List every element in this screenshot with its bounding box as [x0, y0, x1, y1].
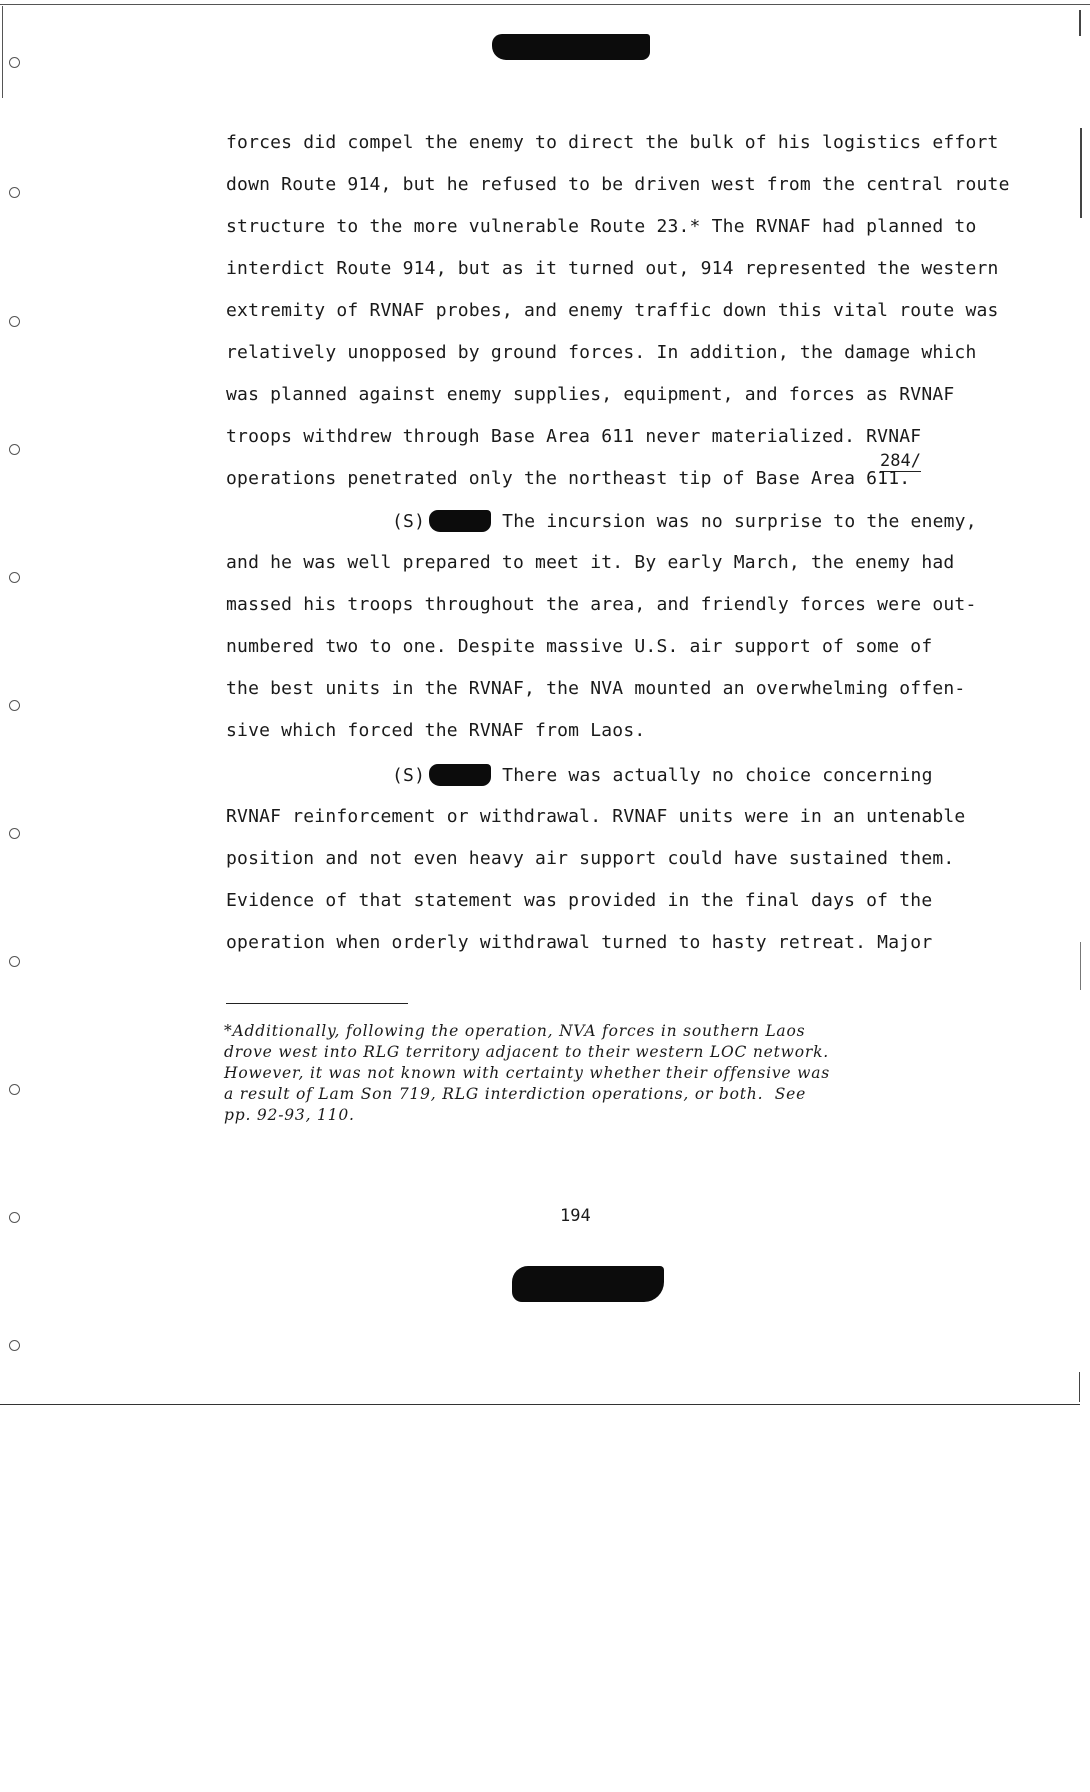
- punch-hole-icon: [9, 57, 20, 68]
- body-line: down Route 914, but he refused to be driven west from the central route: [226, 174, 1010, 195]
- footnote-line: drove west into RLG territory adjacent to their western LOC network.: [224, 1043, 829, 1061]
- margin-bar-lower: [1080, 942, 1081, 990]
- body-line: and he was well prepared to meet it. By early March, the enemy had: [226, 552, 955, 573]
- body-line: operation when orderly withdrawal turned to hasty retreat. Major: [226, 932, 933, 953]
- body-line: Evidence of that statement was provided in the final days of the: [226, 890, 933, 911]
- body-line: interdict Route 914, but as it turned out, 914 represented the western: [226, 258, 999, 279]
- body-line: position and not even heavy air support could have sustained them.: [226, 848, 955, 869]
- redaction-block: [429, 764, 491, 786]
- scan-border-top: [0, 4, 1090, 5]
- body-line: numbered two to one. Despite massive U.S. air support of some of: [226, 636, 933, 657]
- classification-mark: (S): [392, 765, 426, 786]
- punch-hole-icon: [9, 572, 20, 583]
- classification-marking-redaction-bottom: [512, 1266, 664, 1302]
- classification-mark: (S): [392, 511, 426, 532]
- punch-hole-icon: [9, 187, 20, 198]
- scan-border-right: [1079, 10, 1081, 36]
- classification-marking-redaction-top: [492, 34, 650, 60]
- footnote-line: However, it was not known with certainty whether their offensive was: [224, 1064, 830, 1082]
- body-line: structure to the more vulnerable Route 23.* The RVNAF had planned to: [226, 216, 977, 237]
- paragraph-lead: There was actually no choice concerning: [502, 765, 933, 786]
- punch-hole-icon: [9, 1084, 20, 1095]
- body-line: extremity of RVNAF probes, and enemy traffic down this vital route was: [226, 300, 999, 321]
- citation-reference: 284/: [880, 451, 921, 471]
- redaction-block: [429, 510, 491, 532]
- body-line: troops withdrew through Base Area 611 never materialized. RVNAF: [226, 426, 922, 447]
- body-line: was planned against enemy supplies, equipment, and forces as RVNAF: [226, 384, 955, 405]
- body-line: RVNAF reinforcement or withdrawal. RVNAF units were in an untenable: [226, 806, 966, 827]
- paragraph-opening: [392, 764, 933, 786]
- footnote-line: a result of Lam Son 719, RLG interdiction operations, or both. See: [224, 1085, 807, 1103]
- paragraph-lead: The incursion was no surprise to the enemy,: [502, 511, 977, 532]
- punch-hole-icon: [9, 444, 20, 455]
- paragraph-opening: [392, 510, 977, 532]
- punch-hole-icon: [9, 828, 20, 839]
- punch-hole-icon: [9, 1212, 20, 1223]
- body-line: relatively unopposed by ground forces. In addition, the damage which: [226, 342, 977, 363]
- footnote-line: pp. 92-93, 110.: [224, 1106, 355, 1124]
- body-line: the best units in the RVNAF, the NVA mounted an overwhelming offen-: [226, 678, 966, 699]
- punch-hole-icon: [9, 316, 20, 327]
- punch-hole-icon: [9, 1340, 20, 1351]
- body-line: sive which forced the RVNAF from Laos.: [226, 720, 646, 741]
- scan-border-left: [2, 6, 3, 98]
- punch-hole-icon: [9, 700, 20, 711]
- scan-border-bottom: [0, 1404, 1080, 1405]
- body-line: massed his troops throughout the area, and friendly forces were out-: [226, 594, 977, 615]
- punch-hole-icon: [9, 956, 20, 967]
- footnote-divider: [226, 1003, 408, 1004]
- body-line: forces did compel the enemy to direct the bulk of his logistics effort: [226, 132, 999, 153]
- footnote-line: *Additionally, following the operation, NVA forces in southern Laos: [224, 1022, 806, 1040]
- scan-border-right-lower: [1079, 1372, 1080, 1402]
- page-number: 194: [560, 1206, 591, 1226]
- body-line: operations penetrated only the northeast tip of Base Area 611.: [226, 468, 911, 489]
- margin-bar-upper: [1080, 128, 1082, 218]
